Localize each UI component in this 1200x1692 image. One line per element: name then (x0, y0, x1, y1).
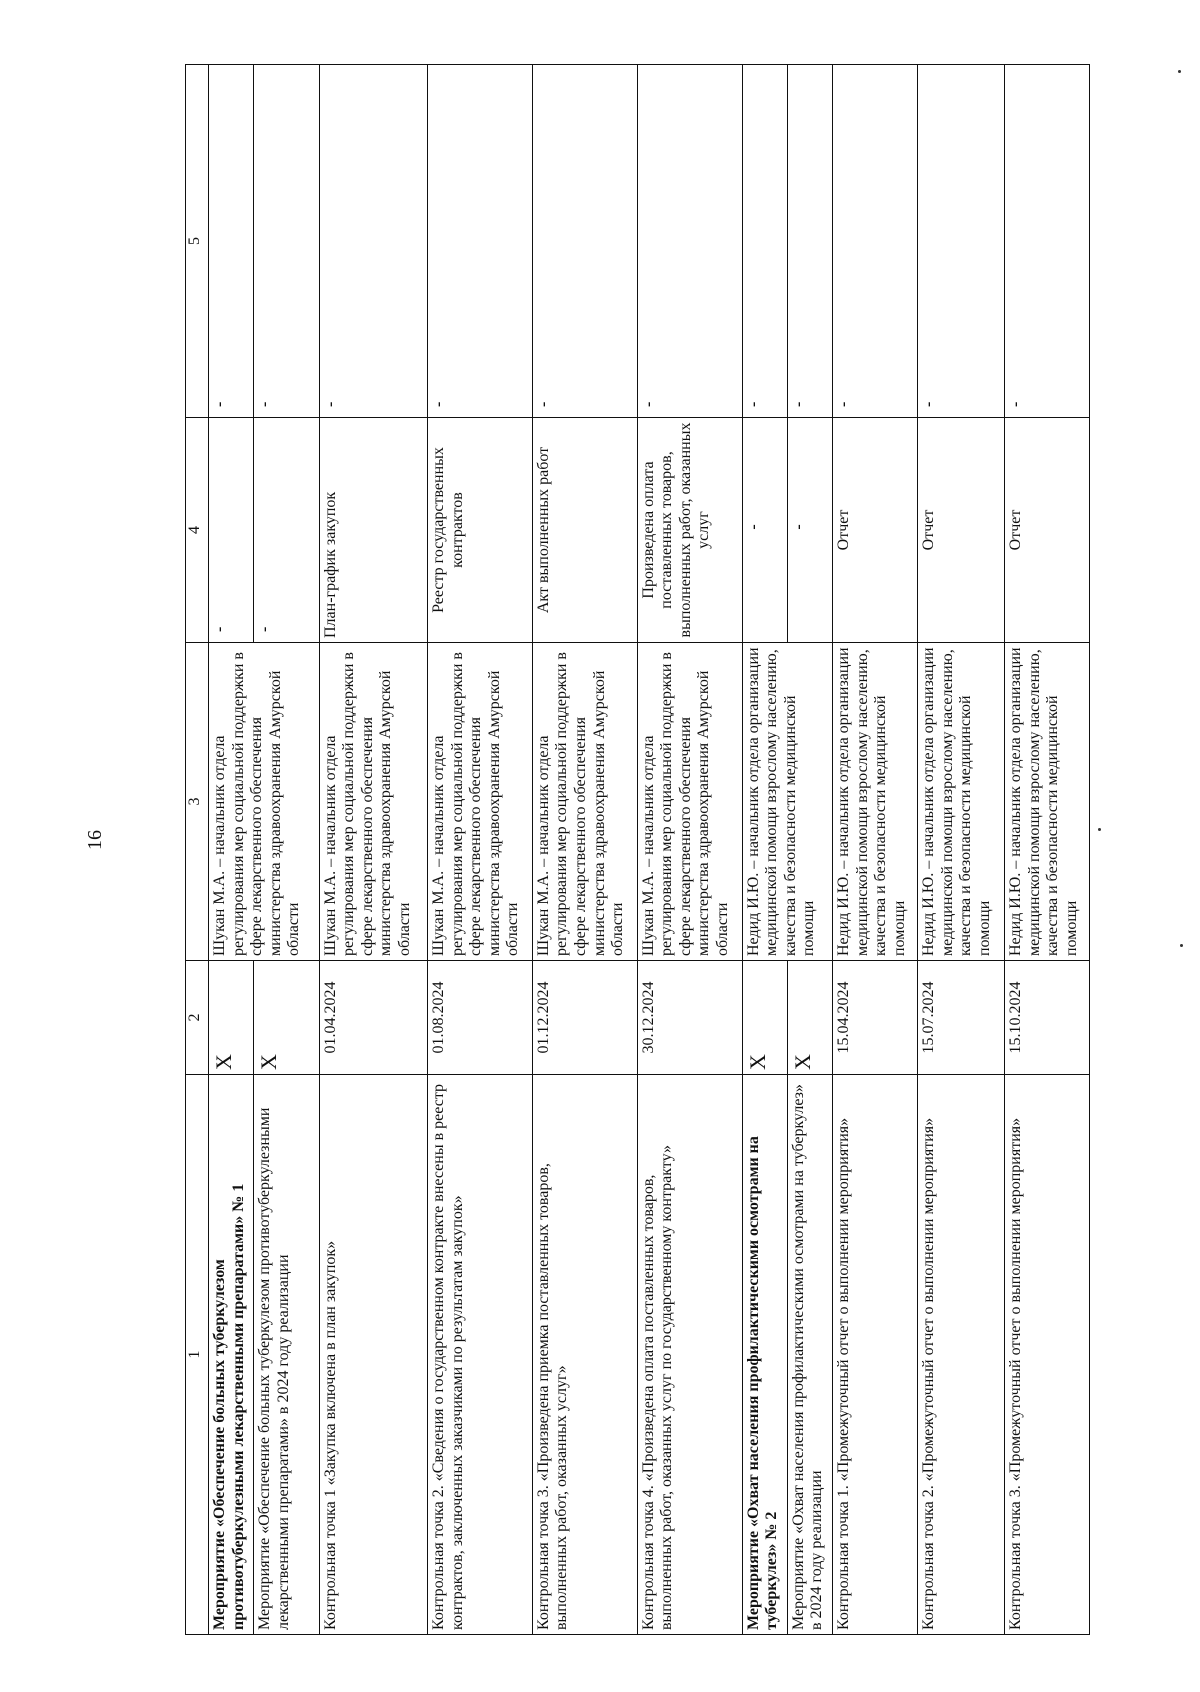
scan-speck (1178, 70, 1181, 73)
activity-name: Контрольная точка 3. «Промежуточный отчет о выполнении мероприятия» (1004, 1075, 1089, 1635)
activity-name: Контрольная точка 3. «Произведена приемка поставленных товаров, выполненных работ, оказанных услуг» (532, 1075, 637, 1635)
activity-date: Х (254, 961, 319, 1075)
responsible-person: Шукан М.А. – начальник отдела регулирования мер социальной поддержки в сфере лекарственного обеспечения министерства здравоохранения Амурской области (532, 643, 637, 961)
extra-info: - (787, 65, 832, 418)
activity-date: 15.07.2024 (918, 961, 1005, 1075)
activity-date: Х (209, 961, 254, 1075)
activity-date: 30.12.2024 (637, 961, 742, 1075)
extra-info: - (319, 65, 427, 418)
activity-name: Мероприятие «Обеспечение больных туберкулезом противотуберкулезными лекарственными препаратами» в 2024 году реализации (254, 1075, 319, 1635)
extra-info: - (209, 65, 254, 418)
document-type: Отчет (918, 418, 1005, 643)
responsible-person: Недид И.Ю. – начальник отдела организации медицинской помощи взрослому населению, качества и безопасности медицинской помощи (1004, 643, 1089, 961)
responsible-person: Шукан М.А. – начальник отдела регулирования мер социальной поддержки в сфере лекарственного обеспечения министерства здравоохранения Амурской области (428, 643, 533, 961)
document-type: План-график закупок (319, 418, 427, 643)
document-type: Отчет (1004, 418, 1089, 643)
extra-info: - (637, 65, 742, 418)
table-row (1004, 65, 1089, 1635)
activity-date: 15.04.2024 (833, 961, 918, 1075)
activity-name: Мероприятие «Обеспечение больных туберкулезом противотуберкулезными лекарственными препаратами» № 1 (209, 1075, 254, 1635)
activity-name: Контрольная точка 2. «Промежуточный отчет о выполнении мероприятия» (918, 1075, 1005, 1635)
header-row (186, 65, 209, 1635)
column-header-2: 2 (186, 961, 209, 1075)
activity-date: 01.04.2024 (319, 961, 427, 1075)
scan-speck (1098, 828, 1101, 831)
activity-name: Контрольная точка 2. «Сведения о государственном контракте внесены в реестр контрактов, заключенных заказчиками по результатам закупок» (428, 1075, 533, 1635)
extra-info: - (1004, 65, 1089, 418)
activity-name: Мероприятие «Охват населения профилактическими осмотрами на туберкулез» № 2 (742, 1075, 787, 1635)
responsible-person: Недид И.Ю. – начальник отдела организации медицинской помощи взрослому населению, качества и безопасности медицинской помощи (918, 643, 1005, 961)
document-type: - (254, 418, 319, 643)
rotated-table-container (185, 65, 1090, 1635)
extra-info: - (742, 65, 787, 418)
activity-name: Контрольная точка 4. «Произведена оплата поставленных товаров, выполненных работ, оказанных услуг по государственному контракту» (637, 1075, 742, 1635)
table-row (428, 65, 533, 1635)
activity-name: Мероприятие «Охват населения профилактическими осмотрами на туберкулез» в 2024 году реализации (787, 1075, 832, 1635)
activity-date: 01.12.2024 (532, 961, 637, 1075)
table-row (319, 65, 427, 1635)
document-type: - (209, 418, 254, 643)
document-type: - (742, 418, 787, 643)
responsible-person: Недид И.Ю. – начальник отдела организации медицинской помощи взрослому населению, качества и безопасности медицинской помощи (833, 643, 918, 961)
responsible-person: Шукан М.А. – начальник отдела регулирования мер социальной поддержки в сфере лекарственного обеспечения министерства здравоохранения Амурской области (209, 643, 320, 961)
document-type: Реестр государственных контрактов (428, 418, 533, 643)
page-number: 16 (84, 830, 106, 850)
responsible-person: Шукан М.А. – начальник отдела регулирования мер социальной поддержки в сфере лекарственного обеспечения министерства здравоохранения Амурской области (319, 643, 427, 961)
document-type: Отчет (833, 418, 918, 643)
activity-name: Контрольная точка 1. «Промежуточный отчет о выполнении мероприятия» (833, 1075, 918, 1635)
extra-info: - (918, 65, 1005, 418)
table-row (833, 65, 918, 1635)
column-header-1: 1 (186, 1075, 209, 1635)
responsible-person: Шукан М.А. – начальник отдела регулирования мер социальной поддержки в сфере лекарственного обеспечения министерства здравоохранения Амурской области (637, 643, 742, 961)
extra-info: - (532, 65, 637, 418)
responsible-person: Недид И.Ю. – начальник отдела организации медицинской помощи взрослому населению, качества и безопасности медицинской помощи (742, 643, 832, 961)
document-type: Произведена оплата поставленных товаров, выполненных работ, оказанных услуг (637, 418, 742, 643)
column-header-4: 4 (186, 418, 209, 643)
activity-date: 15.10.2024 (1004, 961, 1089, 1075)
table-row (918, 65, 1005, 1635)
document-type: Акт выполненных работ (532, 418, 637, 643)
scan-speck (1180, 944, 1183, 947)
table-row (742, 65, 787, 1635)
document-type: - (787, 418, 832, 643)
activity-date: 01.08.2024 (428, 961, 533, 1075)
extra-info: - (254, 65, 319, 418)
column-header-3: 3 (186, 643, 209, 961)
column-header-5: 5 (186, 65, 209, 418)
activities-table (185, 64, 1090, 1635)
table-row (532, 65, 637, 1635)
activity-date: Х (787, 961, 832, 1075)
activity-date: Х (742, 961, 787, 1075)
table-row (209, 65, 254, 1635)
table-row (637, 65, 742, 1635)
activity-name: Контрольная точка 1 «Закупка включена в план закупок» (319, 1075, 427, 1635)
extra-info: - (428, 65, 533, 418)
extra-info: - (833, 65, 918, 418)
